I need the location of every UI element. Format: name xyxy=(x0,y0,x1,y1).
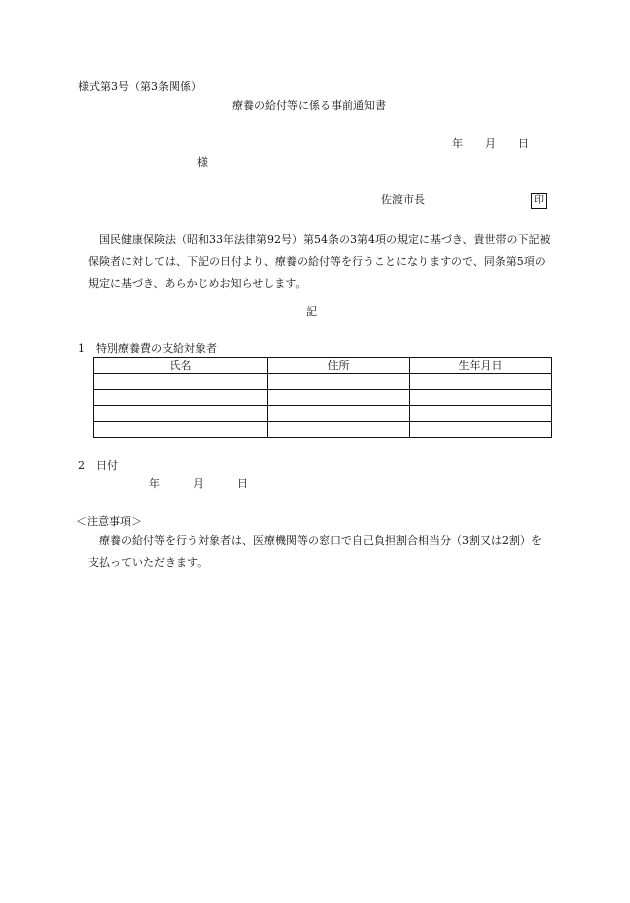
recipient-table xyxy=(93,357,552,438)
ki-heading: 記 xyxy=(306,305,317,318)
table-cell xyxy=(94,422,268,438)
table-cell xyxy=(268,374,410,390)
date-line: 年 月 日 xyxy=(452,137,529,150)
table-cell xyxy=(268,390,410,406)
section1-heading: 1 特別療養費の支給対象者 xyxy=(78,342,217,355)
table-row xyxy=(94,374,552,390)
table-cell xyxy=(268,422,410,438)
document-title: 療養の給付等に係る事前通知書 xyxy=(232,99,386,112)
table-cell xyxy=(410,406,552,422)
section2-date: 年 月 日 xyxy=(149,477,248,490)
table-row xyxy=(94,390,552,406)
notes-heading: ＜注意事項＞ xyxy=(76,515,142,528)
recipient-suffix: 様 xyxy=(197,156,208,169)
issuer: 佐渡市長 xyxy=(381,193,425,206)
notes-paragraph xyxy=(88,530,552,574)
body-text: 国民健康保険法（昭和33年法律第92号）第54条の3第4項の規定に基づき、貴世帯の下記被保険者に対しては、下記の日付より、療養の給付等を行うことになりますので、同条第5項の規定に基づき、あらかじめお知らせします。 xyxy=(88,233,551,290)
table-row xyxy=(94,422,552,438)
notes-text: 療養の給付等を行う対象者は、医療機関等の窓口で自己負担割合相当分（3割又は2割）を支払っていただきます。 xyxy=(88,534,542,569)
table-cell xyxy=(268,406,410,422)
table-cell xyxy=(410,374,552,390)
table-cell xyxy=(94,390,268,406)
table-row xyxy=(94,406,552,422)
table-cell xyxy=(410,422,552,438)
table-cell xyxy=(94,406,268,422)
column-header-address: 住所 xyxy=(268,358,410,374)
table-header-row xyxy=(94,358,552,374)
form-id: 様式第3号（第3条関係） xyxy=(78,80,202,93)
seal-mark: 印 xyxy=(531,193,547,209)
body-paragraph xyxy=(88,229,552,295)
table-cell xyxy=(410,390,552,406)
column-header-name: 氏名 xyxy=(94,358,268,374)
section2-heading: 2 日付 xyxy=(78,459,118,472)
column-header-birthdate: 生年月日 xyxy=(410,358,552,374)
table-cell xyxy=(94,374,268,390)
